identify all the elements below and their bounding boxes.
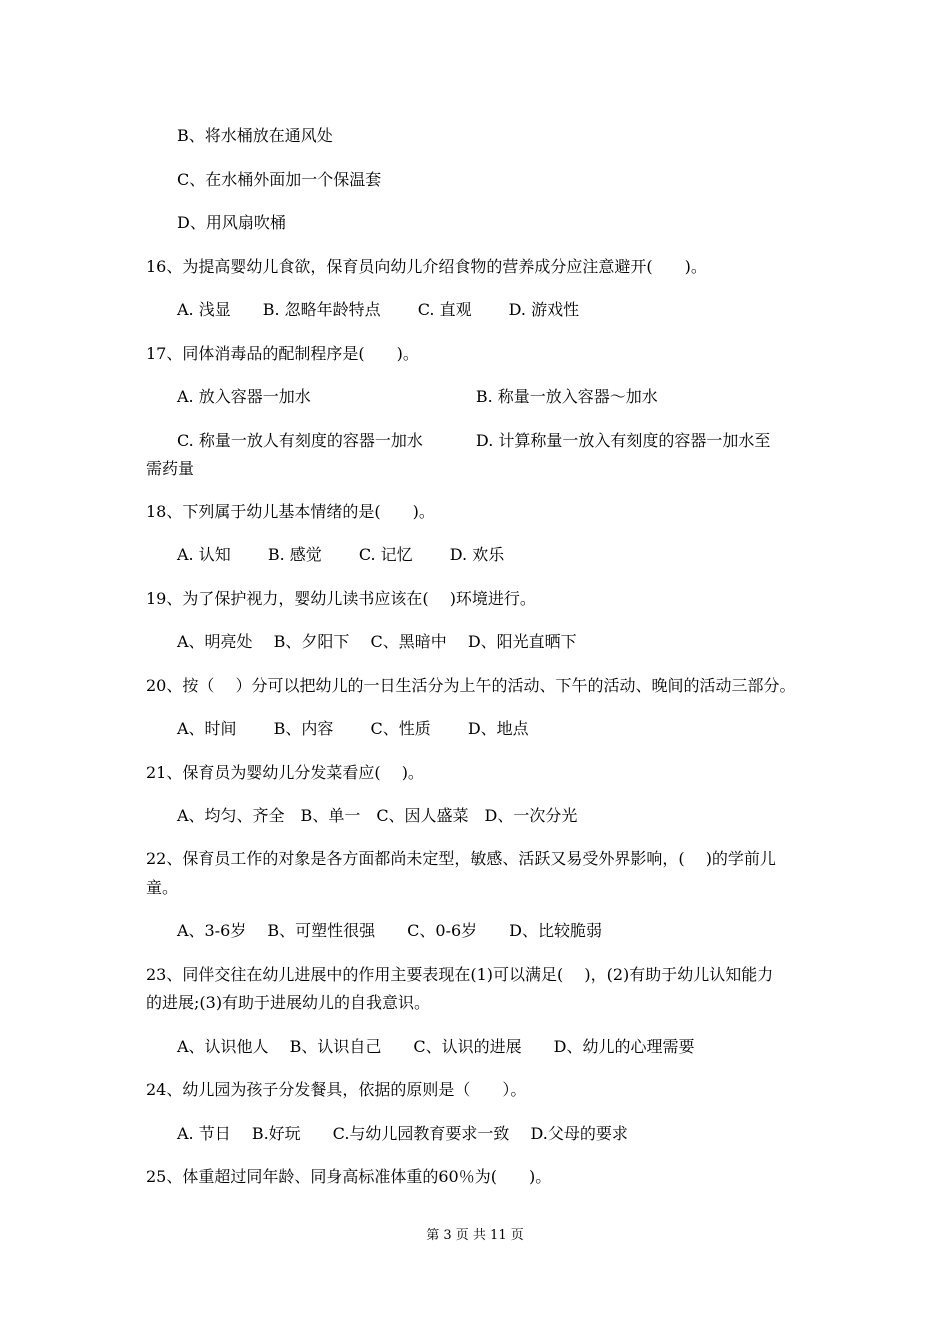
options-17-ab: A. 放入容器一加水 B. 称量一放入容器～加水 xyxy=(177,387,658,406)
question-20: 20、按（ ）分可以把幼儿的一日生活分为上午的活动、下午的活动、晚间的活动三部分。 xyxy=(146,676,796,695)
options-23: A、认识他人 B、认识自己 C、认识的进展 D、幼儿的心理需要 xyxy=(177,1037,695,1056)
question-22-cont: 童。 xyxy=(146,878,179,897)
question-22: 22、保育员工作的对象是各方面都尚未定型，敏感、活跃又易受外界影响，( )的学前儿 xyxy=(146,849,776,868)
options-21: A、均匀、齐全 B、单一 C、因人盛菜 D、一次分光 xyxy=(177,806,578,825)
options-24: A. 节日 B.好玩 C.与幼儿园教育要求一致 D.父母的要求 xyxy=(177,1124,628,1143)
page-footer: 第 3 页 共 11 页 xyxy=(426,1228,524,1243)
question-24: 24、幼儿园为孩子分发餐具，依据的原则是（ ）。 xyxy=(146,1080,527,1099)
question-23: 23、同伴交往在幼儿进展中的作用主要表现在(1)可以满足( )，(2)有助于幼儿认知能力 xyxy=(146,965,774,984)
options-18: A. 认知 B. 感觉 C. 记忆 D. 欢乐 xyxy=(177,545,505,564)
question-19: 19、为了保护视力，婴幼儿读书应该在( )环境进行。 xyxy=(146,589,536,608)
options-17-cont: 需药量 xyxy=(146,459,195,478)
question-17: 17、同体消毒品的配制程序是( )。 xyxy=(146,344,419,363)
question-23-cont: 的进展;(3)有助于进展幼儿的自我意识。 xyxy=(146,993,431,1012)
options-20: A、时间 B、内容 C、性质 D、地点 xyxy=(177,719,529,738)
options-16: A. 浅显 B. 忽略年龄特点 C. 直观 D. 游戏性 xyxy=(177,300,580,319)
question-25: 25、体重超过同年龄、同身高标准体重的60％为( )。 xyxy=(146,1167,552,1186)
question-16: 16、为提高婴幼儿食欲，保育员向幼儿介绍食物的营养成分应注意避开( )。 xyxy=(146,257,707,276)
option-line: D、用风扇吹桶 xyxy=(177,213,286,232)
option-line: B、将水桶放在通风处 xyxy=(177,126,333,145)
question-21: 21、保育员为婴幼儿分发菜看应( )。 xyxy=(146,763,424,782)
options-22: A、3-6岁 B、可塑性很强 C、0-6岁 D、比较脆弱 xyxy=(177,921,603,940)
options-19: A、明亮处 B、夕阳下 C、黑暗中 D、阳光直晒下 xyxy=(177,632,577,651)
options-17-cd: C. 称量一放人有刻度的容器一加水 D. 计算称量一放入有刻度的容器一加水至 xyxy=(177,431,771,450)
option-line: C、在水桶外面加一个保温套 xyxy=(177,170,382,189)
question-18: 18、下列属于幼儿基本情绪的是( )。 xyxy=(146,502,435,521)
